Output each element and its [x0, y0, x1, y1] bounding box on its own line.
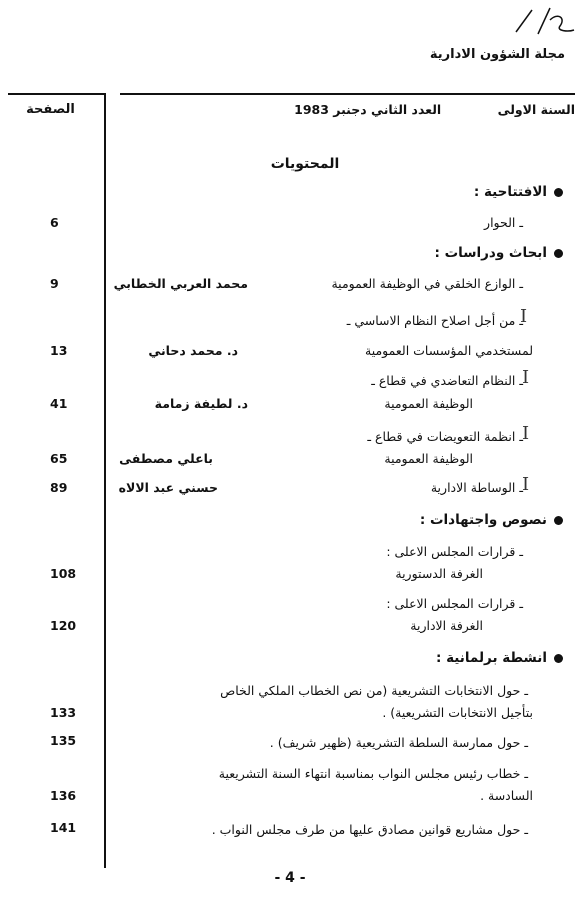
- page-column-label: الصفحة: [26, 102, 75, 117]
- entry-title-line2: الغرفة الدستورية: [395, 566, 483, 581]
- entry-title: ـ الوساطة الادارية: [430, 480, 523, 495]
- contents-top-rule: [120, 93, 575, 95]
- entry-title: ـ حول الانتخابات التشريعية (من نص الخطاب الملكي الخاص: [220, 683, 528, 698]
- section-texts: [420, 512, 563, 528]
- entry-title: ـ قرارات المجلس الاعلى :: [386, 544, 523, 559]
- entry-page: 41: [50, 396, 68, 411]
- entry-title: ـ من أجل اصلاح النظام الاساسي ـ: [346, 313, 523, 328]
- handwritten-page-note: [510, 6, 580, 36]
- entry-page: 6: [50, 215, 59, 230]
- entry-page: 136: [50, 788, 77, 803]
- section-parliament: [436, 650, 563, 666]
- entry-author: د. لطيفة زمامة: [154, 396, 248, 411]
- entry-title: ـ حول ممارسة السلطة التشريعية (ظهير شريف) .: [269, 735, 528, 750]
- section-label: ابحاث ودراسات :: [434, 245, 547, 261]
- entry-title: ـ النظام التعاضدي في قطاع ـ: [371, 373, 523, 388]
- entry-title: ـ خطاب رئيس مجلس النواب بمناسبة انتهاء السنة التشريعية: [218, 766, 528, 781]
- margin-mark: I: [522, 474, 530, 495]
- entry-author: محمد العربي الخطابي: [113, 276, 248, 291]
- bullet-icon: [554, 516, 563, 525]
- margin-mark: I: [522, 367, 530, 388]
- page-column-divider: [104, 93, 106, 868]
- bullet-icon: [554, 249, 563, 258]
- entry-title-line2: الوظيفة العمومية: [384, 396, 473, 411]
- entry-page: 108: [50, 566, 77, 581]
- year-label: السنة الاولى: [497, 102, 575, 117]
- margin-mark: I: [520, 306, 528, 327]
- entry-title: ـ الوازع الخلقي في الوظيفة العمومية: [331, 276, 523, 291]
- section-label: انشطة برلمانية :: [436, 650, 547, 666]
- entry-author: باعلي مصطفى: [119, 451, 213, 466]
- entry-page: 141: [50, 820, 77, 835]
- entry-title-line2: الغرفة الادارية: [410, 618, 483, 633]
- entry-title: ـ حول مشاريع قوانين مصادق عليها من طرف مجلس النواب .: [211, 822, 528, 837]
- entry-title-line2: لمستخدمي المؤسسات العمومية: [365, 343, 533, 358]
- issue-label: العدد الثاني دجنبر 1983: [294, 102, 442, 117]
- entry-page: 89: [50, 480, 68, 495]
- section-research: [435, 245, 564, 261]
- entry-page: 65: [50, 451, 68, 466]
- entry-title: ـ انظمة التعويضات في قطاع ـ: [367, 429, 523, 444]
- entry-title-line2: الوظيفة العمومية: [384, 451, 473, 466]
- page-number: - 4 -: [274, 870, 306, 886]
- section-label: نصوص واجتهادات :: [419, 512, 547, 528]
- contents-title: المحتويات: [270, 156, 340, 172]
- bullet-icon: [554, 188, 563, 197]
- entry-author: حسني عبد الالاه: [118, 480, 218, 495]
- handwritten-note-drawing: [510, 6, 580, 36]
- section-label: الافتتاحية :: [473, 184, 547, 200]
- issue-line: [150, 102, 575, 117]
- entry-page: 9: [50, 276, 59, 291]
- entry-title: ـ قرارات المجلس الاعلى :: [386, 596, 523, 611]
- entry-page: 120: [50, 618, 77, 633]
- entry-author: د. محمد دحاني: [148, 343, 238, 358]
- entry-page: 13: [50, 343, 68, 358]
- entry-page: 133: [50, 705, 77, 720]
- entry-page: 135: [50, 733, 77, 748]
- entry-title-line2: بتأجيل الانتخابات التشريعية) .: [382, 705, 533, 720]
- entry-title-line2: السادسة .: [480, 788, 533, 803]
- page-column-top-rule: [8, 93, 105, 95]
- journal-title: مجلة الشؤون الادارية: [429, 47, 565, 62]
- bullet-icon: [554, 654, 563, 663]
- margin-mark: I: [522, 423, 530, 444]
- entry-title: ـ الحوار: [484, 215, 523, 230]
- section-opening: [474, 184, 563, 200]
